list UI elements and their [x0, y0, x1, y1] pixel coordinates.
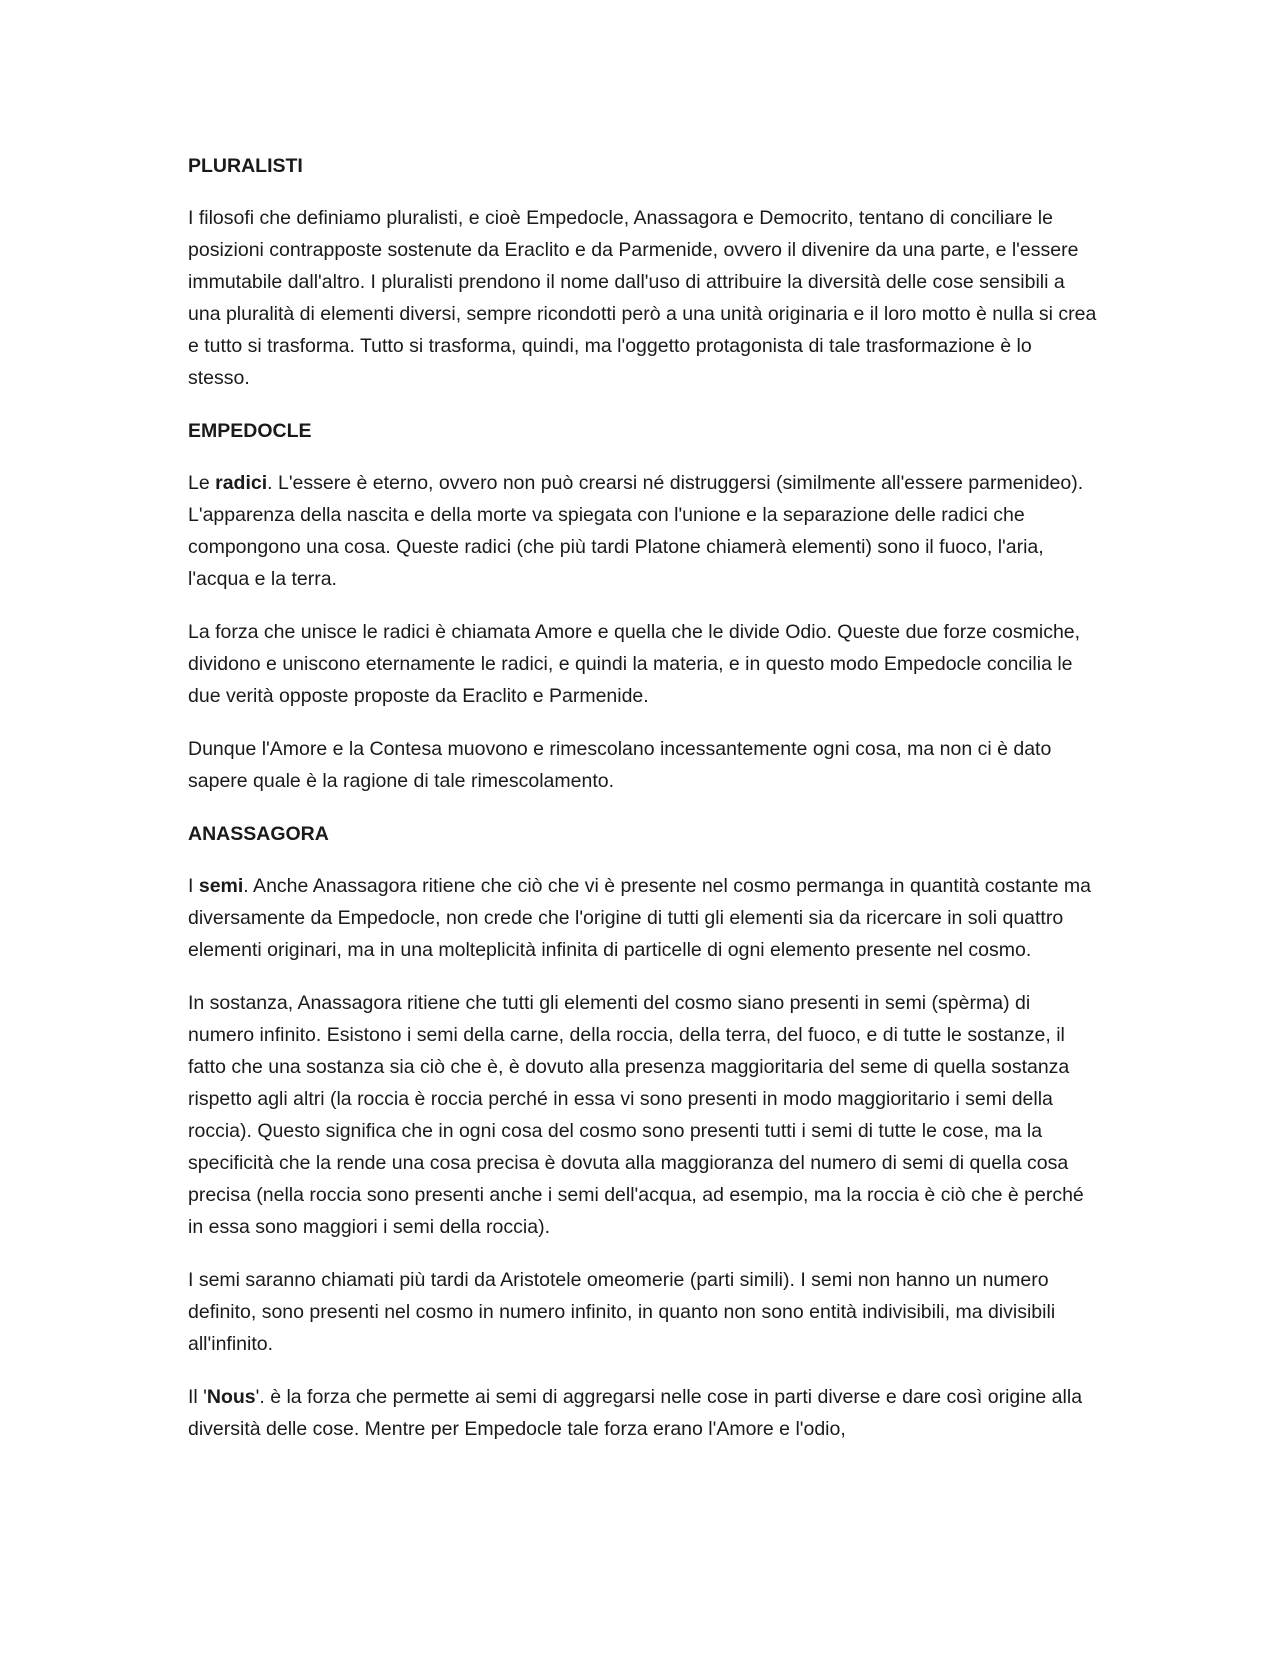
paragraph: I semi saranno chiamati più tardi da Aristotele omeomerie (parti simili). I semi non hanno un numero definito, sono presenti nel cosmo in numero infinito, in quanto non sono entità indivisibili, ma divisibili all'infinito. [188, 1269, 1056, 1355]
paragraph: Il 'Nous'. è la forza che permette ai semi di aggregarsi nelle cose in parti diverse e dare così origine alla diversità delle cose. Mentre per Empedocle tale forza erano l'Amore e l'odio, [188, 1386, 1083, 1440]
section-heading-pluralisti: PLURALISTI [188, 155, 303, 177]
bold-term: Nous [206, 1386, 256, 1408]
paragraph: I filosofi che definiamo pluralisti, e cioè Empedocle, Anassagora e Democrito, tentano di conciliare le posizioni contrapposte sostenute da Eraclito e da Parmenide, ovvero il divenire da una parte, e l'essere immutabile dall'altro. I pluralisti prendono il nome dall'uso di attribuire la diversità delle cose sensibili a una pluralità di elementi diversi, sempre ricondotti però a una unità originaria e il loro motto è nulla si crea e tutto si trasforma. Tutto si trasforma, quindi, ma l'oggetto protagonista di tale trasformazione è lo stesso. [188, 207, 1097, 389]
paragraph: La forza che unisce le radici è chiamata Amore e quella che le divide Odio. Queste due forze cosmiche, dividono e uniscono eternamente le radici, e quindi la materia, e in questo modo Empedocle concilia le due verità opposte proposte da Eraclito e Parmenide. [188, 621, 1081, 707]
document-page [188, 150, 1098, 1466]
paragraph: Dunque l'Amore e la Contesa muovono e rimescolano incessantemente ogni cosa, ma non ci è dato sapere quale è la ragione di tale rimescolamento. [188, 738, 1052, 792]
paragraph: In sostanza, Anassagora ritiene che tutti gli elementi del cosmo siano presenti in semi (spèrma) di numero infinito. Esistono i semi della carne, della roccia, della terra, del fuoco, e di tutte le sostanze, il fatto che una sostanza sia ciò che è, è dovuto alla presenza maggioritaria del seme di quella sostanza rispetto agli altri (la roccia è roccia perché in essa vi sono presenti in modo maggioritario i semi della roccia). Questo significa che in ogni cosa del cosmo sono presenti tutti i semi di tutte le cose, ma la specificità che la rende una cosa precisa è dovuta alla maggioranza del numero di semi di quella cosa precisa (nella roccia sono presenti anche i semi dell'acqua, ad esempio, ma la roccia è ciò che è perché in essa sono maggiori i semi della roccia). [188, 992, 1084, 1238]
bold-term: radici [215, 472, 268, 494]
paragraph: Le radici. L'essere è eterno, ovvero non può crearsi né distruggersi (similmente all'essere parmenideo). L'apparenza della nascita e della morte va spiegata con l'unione e la separazione delle radici che compongono una cosa. Queste radici (che più tardi Platone chiamerà elementi) sono il fuoco, l'aria, l'acqua e la terra. [188, 472, 1084, 590]
section-heading-empedocle: EMPEDOCLE [188, 420, 312, 442]
bold-term: semi [198, 875, 244, 897]
paragraph: I semi. Anche Anassagora ritiene che ciò che vi è presente nel cosmo permanga in quantità costante ma diversamente da Empedocle, non crede che l'origine di tutti gli elementi sia da ricercare in soli quattro elementi originari, ma in una molteplicità infinita di particelle di ogni elemento presente nel cosmo. [188, 875, 1091, 961]
section-heading-anassagora: ANASSAGORA [188, 823, 329, 845]
